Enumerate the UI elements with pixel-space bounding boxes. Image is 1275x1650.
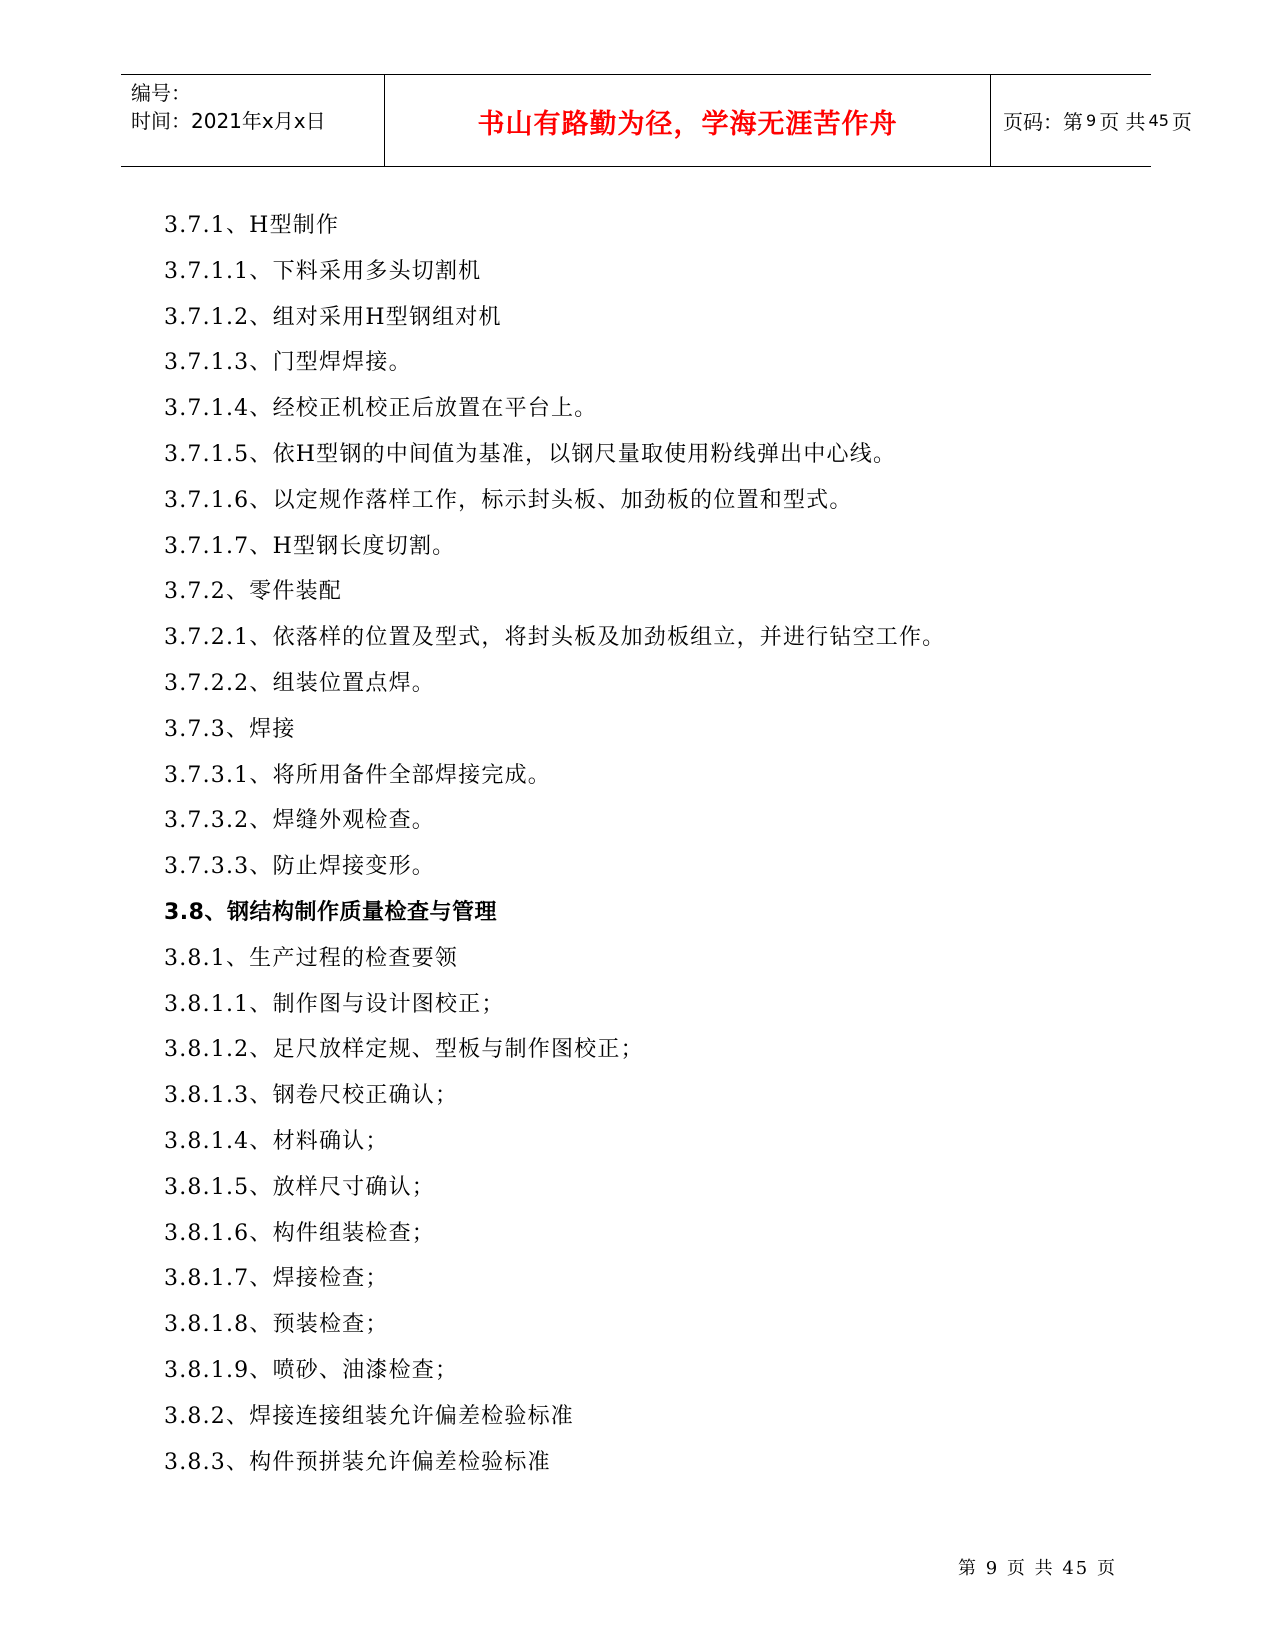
- header-motto-cell: [385, 75, 991, 166]
- list-item: 3.7.2、零件装配: [164, 579, 342, 605]
- list-item: 3.8.3、构件预拼装允许偏差检验标准: [164, 1449, 551, 1475]
- list-item: 3.7.3.2、焊缝外观检查。: [164, 808, 435, 834]
- list-item: 3.7.1.6、以定规作落样工作，标示封头板、加劲板的位置和型式。: [164, 487, 853, 513]
- list-item: 3.8.1、生产过程的检查要领: [164, 945, 458, 971]
- list-item: 3.8.1.1、制作图与设计图校正；: [164, 991, 505, 1017]
- list-item: 3.7.3.3、防止焊接变形。: [164, 854, 435, 880]
- list-item: 3.7.1.2、组对采用H型钢组对机: [164, 304, 502, 330]
- list-item: 3.7.2.1、依落样的位置及型式，将封头板及加劲板组立，并进行钻空工作。: [164, 625, 946, 651]
- page-header: [121, 74, 1192, 167]
- list-item: 3.7.3.1、将所用备件全部焊接完成。: [164, 762, 551, 788]
- list-item: 3.7.1.3、门型焊焊接。: [164, 350, 412, 376]
- list-item: 3.8.1.6、构件组装检查；: [164, 1220, 435, 1246]
- list-item: 3.7.1.1、下料采用多头切割机: [164, 258, 482, 284]
- header-page-cell: [991, 75, 1192, 166]
- list-item: 3.8.1.2、足尺放样定规、型板与制作图校正；: [164, 1037, 644, 1063]
- list-item: 3.8.1.8、预装检查；: [164, 1312, 389, 1338]
- list-item: 3.8.1.9、喷砂、油漆检查；: [164, 1357, 459, 1383]
- list-item: 3.8.2、焊接连接组装允许偏差检验标准: [164, 1403, 574, 1429]
- list-item: 3.7.3、焊接: [164, 716, 296, 742]
- time-label: 时间：2021年x月x日: [131, 109, 326, 133]
- list-item: 3.8.1.5、放样尺寸确认；: [164, 1174, 435, 1200]
- document-body: [164, 203, 1124, 1485]
- page-footer: 第 9 页 共 45 页: [958, 1558, 1117, 1579]
- motto-text: 书山有路勤为径，学海无涯苦作舟: [477, 109, 898, 140]
- page-label: 页码：第: [1003, 110, 1083, 134]
- page-current: 9: [1086, 111, 1097, 130]
- list-item: 3.8.1.3、钢卷尺校正确认；: [164, 1083, 459, 1109]
- list-item: 3.7.1、H型制作: [164, 213, 340, 238]
- page-end: 页: [1171, 110, 1192, 134]
- list-item: 3.7.1.7、H型钢长度切割。: [164, 533, 456, 559]
- header-info-cell: [121, 75, 385, 166]
- page-total: 45: [1148, 111, 1169, 130]
- section-heading: 3.8、钢结构制作质量检查与管理: [164, 899, 497, 925]
- list-item: 3.8.1.7、焊接检查；: [164, 1266, 389, 1292]
- list-item: 3.8.1.4、材料确认；: [164, 1128, 389, 1154]
- page-mid: 页 共: [1099, 110, 1146, 134]
- list-item: 3.7.1.5、依H型钢的中间值为基准，以钢尺量取使用粉线弹出中心线。: [164, 441, 897, 467]
- list-item: 3.7.2.2、组装位置点焊。: [164, 670, 435, 696]
- list-item: 3.7.1.4、经校正机校正后放置在平台上。: [164, 396, 598, 422]
- code-label: 编号：: [131, 81, 191, 105]
